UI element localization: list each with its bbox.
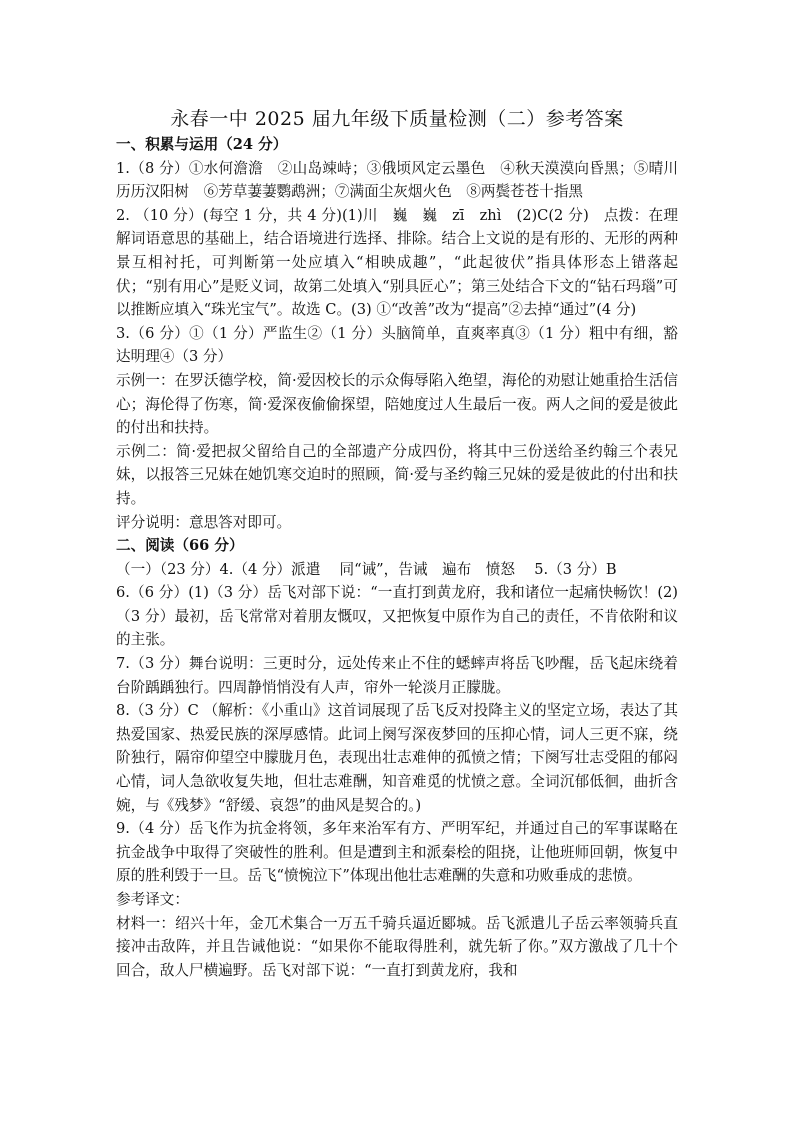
translation-heading: 参考译文： [116, 891, 189, 908]
answer-q1: 1.（8 分）①水何澹澹 ②山岛竦峙；③俄顷风定云墨色 ④秋天漠漠向昏黑；⑤晴川历历汉阳树 ⑥芳草萋萋鹦鹉洲；⑦满面尘灰烟火色 ⑧两鬓苍苍十指黑 [116, 159, 678, 201]
scoring-note: 评分说明：意思答对即可。 [116, 513, 292, 531]
section-heading-accumulation: 一、积累与运用（24 分） [116, 136, 288, 153]
example-two: 示例二：简·爱把叔父留给自己的全部遗产分成四份，将其中三份送给圣约翰三个表兄妹，以报答三兄妹在她饥寒交迫时的照顾，简·爱与圣约翰三兄妹的爱是彼此的付出和扶持。 [116, 442, 678, 507]
answer-q2: 2. （10 分）(每空 1 分，共 4 分)(1)川 巍 巍 zī zhì (2)C(2 分) 点拨：在理解词语意思的基础上，结合语境进行选择、排除。结合上文说的是有形的、无形的两种景互相衬托，可判断第一处应填入“相映成趣”，“此起彼伏”指具体形态上错落起伏；“别有用心”是贬义词，故第二处填入“别具匠心”；第三处结合下文的“钻石玛瑙”可以推断应填入“珠光宝气”。故选 C。(3) ①“改善”改为“提高”②去掉“通过”(4 分) [116, 206, 678, 319]
answer-q4-q5: （一）（23 分）4.（4 分）派遣 同“诫”，告诫 遍布 愤怒 5.（3 分）B [116, 560, 617, 578]
answer-q8: 8.（3 分）C （解析：《小重山》这首词展现了岳飞反对投降主义的坚定立场，表达了其热爱国家、热爱民族的深厚感情。此词上阕写深夜梦回的压抑心情，词人三更不寐，绕阶独行，隔帘仰望空中朦胧月色，表现出壮志难伸的孤愤之情；下阕写壮志受阻的郁闷心情，词人急欲收复失地，但壮志难酬，知音难觅的忧愤之意。全词沉郁低徊，曲折含婉，与《残梦》“舒缓、哀怨”的曲风是契合的。) [116, 702, 678, 814]
translation-material-one: 材料一：绍兴十年，金兀术集合一万五千骑兵逼近郾城。岳飞派遣儿子岳云率领骑兵直接冲击敌阵，并且告诫他说：“如果你不能取得胜利，就先斩了你。”双方激战了几十个回合，敌人尸横遍野。岳飞对部下说：“一直打到黄龙府，我和 [116, 914, 678, 979]
document-body [116, 133, 678, 982]
section-heading-reading: 二、阅读（66 分） [116, 537, 244, 555]
example-one: 示例一：在罗沃德学校，简·爱因校长的示众侮辱陷入绝望，海伦的劝慰让她重拾生活信心；海伦得了伤寒，简·爱深夜偷偷探望，陪她度过人生最后一夜。两人之间的爱是彼此的付出和扶持。 [116, 371, 678, 437]
document-title: 永春一中 2025 届九年级下质量检测（二）参考答案 [170, 108, 624, 130]
answer-q6: 6.（6 分）(1)（3 分）岳飞对部下说：“一直打到黄龙府，我和诸位一起痛快畅饮！(2)（3 分）最初，岳飞常常对着朋友慨叹，又把恢复中原作为自己的责任，不肯依附和议的主张。 [116, 584, 678, 649]
answer-q7: 7.（3 分）舞台说明：三更时分，远处传来止不住的蟋蟀声将岳飞吵醒，岳飞起床绕着台阶踽踽独行。四周静悄悄没有人声，帘外一轮淡月正朦胧。 [116, 655, 678, 696]
answer-q3: 3.（6 分）①（1 分）严监生②（1 分）头脑简单，直爽率真③（1 分）粗中有细，豁达明理④（3 分） [116, 324, 678, 366]
answer-q9: 9.（4 分）岳飞作为抗金将领，多年来治军有方、严明军纪，并通过自己的军事谋略在抗金战争中取得了突破性的胜利。但是遭到主和派秦桧的阻挠，让他班师回朝，恢复中原的胜利毁于一旦。岳飞“愤惋泣下”体现出他壮志难酬的失意和功败垂成的悲愤。 [116, 820, 678, 885]
